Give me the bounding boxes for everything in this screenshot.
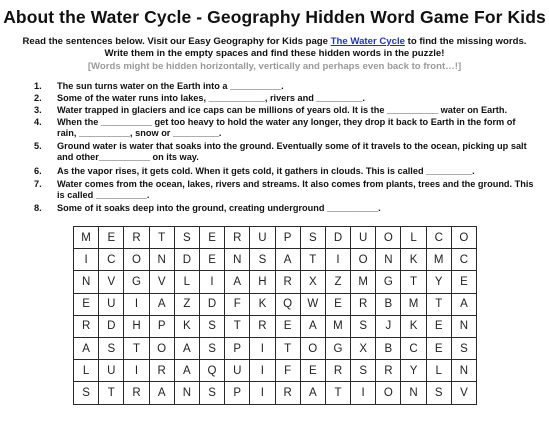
grid-cell[interactable]: N [74, 271, 99, 293]
question-text: As the vapor rises, it gets cold. When it gets cold, it gathers in clouds. This is called _________. [57, 166, 475, 176]
grid-cell[interactable]: O [376, 382, 401, 404]
grid-cell[interactable]: M [74, 227, 99, 249]
grid-cell[interactable]: S [199, 382, 224, 404]
water-cycle-link[interactable]: The Water Cycle [330, 36, 405, 47]
grid-cell[interactable]: R [74, 315, 99, 337]
grid-cell[interactable]: K [250, 293, 275, 315]
grid-cell[interactable]: B [376, 337, 401, 359]
grid-cell[interactable]: S [199, 315, 224, 337]
grid-cell[interactable]: N [451, 315, 476, 337]
grid-cell[interactable]: O [376, 227, 401, 249]
grid-cell[interactable]: L [174, 271, 199, 293]
grid-cell[interactable]: P [275, 227, 300, 249]
grid-cell[interactable]: T [300, 249, 325, 271]
grid-cell[interactable]: K [401, 249, 426, 271]
grid-cell[interactable]: P [225, 337, 250, 359]
grid-cell[interactable]: I [250, 382, 275, 404]
grid-cell[interactable]: R [376, 360, 401, 382]
intro-line-1 [0, 36, 549, 47]
grid-cell[interactable]: A [174, 360, 199, 382]
grid-cell[interactable]: I [124, 360, 149, 382]
grid-cell[interactable]: V [149, 271, 174, 293]
grid-cell[interactable]: D [99, 315, 124, 337]
grid-cell[interactable]: E [199, 227, 224, 249]
grid-cell[interactable]: I [74, 249, 99, 271]
grid-cell[interactable]: Y [426, 271, 451, 293]
grid-cell[interactable]: A [451, 293, 476, 315]
grid-cell[interactable]: J [376, 315, 401, 337]
grid-cell[interactable]: R [124, 227, 149, 249]
grid-row [74, 293, 477, 315]
grid-cell[interactable]: S [99, 337, 124, 359]
grid-cell[interactable]: K [401, 315, 426, 337]
grid-cell[interactable]: S [174, 227, 199, 249]
grid-cell[interactable]: R [275, 271, 300, 293]
grid-cell[interactable]: U [250, 227, 275, 249]
grid-cell[interactable]: R [351, 293, 376, 315]
grid-cell[interactable]: F [275, 360, 300, 382]
grid-cell[interactable]: O [351, 249, 376, 271]
grid-cell[interactable]: N [225, 249, 250, 271]
grid-cell[interactable]: L [401, 227, 426, 249]
grid-cell[interactable]: A [174, 337, 199, 359]
grid-cell[interactable]: T [325, 382, 350, 404]
grid-cell[interactable]: E [275, 315, 300, 337]
question-number: 5. [34, 141, 42, 151]
grid-cell[interactable]: R [149, 360, 174, 382]
grid-cell[interactable]: U [99, 360, 124, 382]
grid-cell[interactable]: E [325, 293, 350, 315]
grid-cell[interactable]: I [250, 337, 275, 359]
grid-cell[interactable]: T [99, 382, 124, 404]
grid-cell[interactable]: E [199, 249, 224, 271]
question-text: Some of it soaks deep into the ground, creating underground __________. [57, 203, 381, 213]
grid-cell[interactable]: S [351, 360, 376, 382]
grid-cell[interactable]: U [99, 293, 124, 315]
grid-cell[interactable]: T [401, 271, 426, 293]
grid-cell[interactable]: R [250, 315, 275, 337]
grid-cell[interactable]: S [300, 227, 325, 249]
grid-row [74, 360, 477, 382]
grid-cell[interactable]: P [225, 382, 250, 404]
grid-cell[interactable]: K [174, 315, 199, 337]
grid-cell[interactable]: V [451, 382, 476, 404]
grid-cell[interactable]: A [300, 382, 325, 404]
intro-hint: [Words might be hidden horizontally, vertically and perhaps even back to front…!] [87, 61, 462, 72]
word-search-grid [73, 226, 477, 405]
grid-cell[interactable]: Z [325, 271, 350, 293]
grid-cell[interactable]: T [275, 337, 300, 359]
grid-cell[interactable]: D [199, 293, 224, 315]
grid-cell[interactable]: N [376, 249, 401, 271]
grid-cell[interactable]: X [300, 271, 325, 293]
grid-cell[interactable]: I [351, 382, 376, 404]
grid-cell[interactable]: C [426, 227, 451, 249]
grid-cell[interactable]: S [451, 337, 476, 359]
grid-cell[interactable]: M [351, 271, 376, 293]
question-text: Ground water is water that soaks into the ground. Eventually some of it travels to the ocean, picking up salt and other__________ on its way. [57, 141, 527, 163]
grid-cell[interactable]: R [124, 382, 149, 404]
grid-cell[interactable]: R [325, 360, 350, 382]
grid-cell[interactable]: I [325, 249, 350, 271]
question-number: 8. [34, 203, 42, 213]
grid-cell[interactable]: N [174, 382, 199, 404]
grid-cell[interactable]: E [426, 337, 451, 359]
grid-cell[interactable]: Q [199, 360, 224, 382]
grid-cell[interactable]: V [99, 271, 124, 293]
grid-cell[interactable]: N [451, 360, 476, 382]
grid-row [74, 315, 477, 337]
grid-cell[interactable]: I [124, 293, 149, 315]
grid-cell[interactable]: S [250, 249, 275, 271]
grid-cell[interactable]: H [124, 315, 149, 337]
grid-cell[interactable]: D [325, 227, 350, 249]
question-number: 6. [34, 166, 42, 176]
grid-cell[interactable]: Y [401, 360, 426, 382]
grid-cell[interactable]: R [225, 227, 250, 249]
grid-cell[interactable]: A [149, 293, 174, 315]
question-text: When the __________ get too heavy to hold the water any longer, they drop it back to Earth in the form of rain, __________, snow or _________. [57, 117, 516, 139]
grid-cell[interactable]: E [426, 315, 451, 337]
grid-cell[interactable]: E [451, 271, 476, 293]
grid-cell[interactable]: W [300, 293, 325, 315]
grid-cell[interactable]: U [351, 227, 376, 249]
page-title: About the Water Cycle - Geography Hidden Word Game For Kids [3, 7, 546, 27]
grid-cell[interactable]: T [225, 315, 250, 337]
grid-cell[interactable]: O [300, 337, 325, 359]
grid-row [74, 382, 477, 404]
grid-cell[interactable]: I [199, 271, 224, 293]
grid-cell[interactable]: A [149, 382, 174, 404]
grid-cell[interactable]: H [250, 271, 275, 293]
grid-cell[interactable]: I [250, 360, 275, 382]
grid-cell[interactable]: M [325, 315, 350, 337]
grid-cell[interactable]: N [149, 249, 174, 271]
question-text: Water trapped in glaciers and ice caps can be millions of years old. It is the __________ water on Earth. [57, 105, 508, 115]
grid-cell[interactable]: C [401, 337, 426, 359]
grid-cell[interactable]: R [275, 382, 300, 404]
grid-cell[interactable]: S [351, 315, 376, 337]
grid-cell[interactable]: A [300, 315, 325, 337]
grid-cell[interactable]: C [99, 249, 124, 271]
grid-cell[interactable]: T [149, 227, 174, 249]
grid-cell[interactable]: S [199, 337, 224, 359]
question-text: The sun turns water on the Earth into a __________. [57, 81, 284, 91]
grid-cell[interactable]: O [149, 337, 174, 359]
grid-cell[interactable]: T [124, 337, 149, 359]
grid-cell[interactable]: L [74, 360, 99, 382]
grid-cell[interactable]: A [225, 271, 250, 293]
grid-cell[interactable]: M [401, 293, 426, 315]
grid-cell[interactable]: S [426, 382, 451, 404]
question-text: Some of the water runs into lakes, ___________, rivers and _________. [57, 93, 365, 103]
intro-line-1-tail: to find the missing words. [404, 36, 527, 47]
grid-cell[interactable]: N [401, 382, 426, 404]
grid-cell[interactable]: P [149, 315, 174, 337]
grid-cell[interactable]: G [124, 271, 149, 293]
grid-cell[interactable]: X [351, 337, 376, 359]
grid-row [74, 227, 477, 249]
grid-cell[interactable]: B [376, 293, 401, 315]
grid-cell[interactable]: E [74, 293, 99, 315]
grid-cell[interactable]: O [124, 249, 149, 271]
grid-cell[interactable]: Z [174, 293, 199, 315]
grid-cell[interactable]: A [74, 337, 99, 359]
grid-cell[interactable]: G [376, 271, 401, 293]
grid-cell[interactable]: L [426, 360, 451, 382]
grid-cell[interactable]: U [225, 360, 250, 382]
grid-cell[interactable]: C [451, 249, 476, 271]
grid-cell[interactable]: O [451, 227, 476, 249]
grid-cell[interactable]: A [275, 249, 300, 271]
grid-cell[interactable]: D [174, 249, 199, 271]
question-number: 7. [34, 179, 42, 189]
grid-cell[interactable]: G [325, 337, 350, 359]
grid-cell[interactable]: M [426, 249, 451, 271]
grid-cell[interactable]: Q [275, 293, 300, 315]
question-number: 4. [34, 117, 42, 127]
grid-cell[interactable]: T [426, 293, 451, 315]
intro-line-2: Write them in the empty spaces and find these hidden words in the puzzle! [104, 48, 445, 59]
intro-line-1-text: Read the sentences below. Visit our Easy Geography for Kids page [22, 36, 331, 47]
grid-cell[interactable]: S [74, 382, 99, 404]
grid-cell[interactable]: E [99, 227, 124, 249]
question-number: 2. [34, 93, 42, 103]
grid-cell[interactable]: E [300, 360, 325, 382]
grid-row [74, 249, 477, 271]
grid-row [74, 271, 477, 293]
question-number: 3. [34, 105, 42, 115]
question-number: 1. [34, 81, 42, 91]
grid-row [74, 337, 477, 359]
grid-cell[interactable]: F [225, 293, 250, 315]
question-text: Water comes from the ocean, lakes, rivers and streams. It also comes from plants, trees and the ground. This is called __________. [57, 179, 534, 201]
